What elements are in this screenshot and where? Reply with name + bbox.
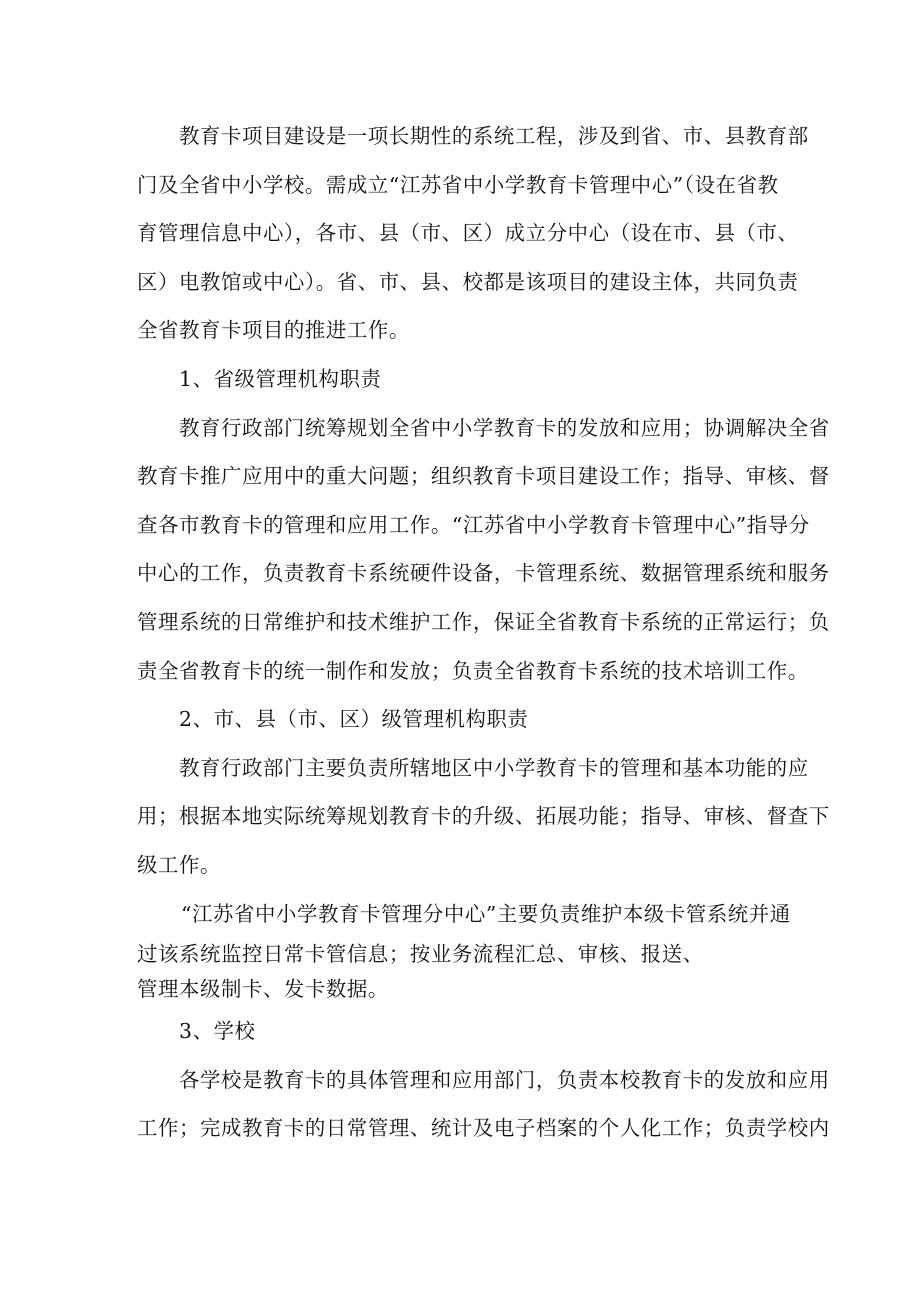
paragraph-line: 全省教育卡项目的推进工作。 [137,318,410,343]
paragraph-line: 级工作。 [137,852,221,877]
paragraph-line: 门及全省中小学校。需成立“江苏省中小学教育卡管理中心”（设在省教 [137,172,779,197]
paragraph-line: 教育行政部门统筹规划全省中小学教育卡的发放和应用；协调解决全省 [179,415,830,440]
paragraph-line: 育管理信息中心），各市、县（市、区）成立分中心（设在市、县（市、 [137,221,799,246]
paragraph-line: 过该系统监控日常卡管信息；按业务流程汇总、审核、报送、 [137,942,704,967]
paragraph-line: 查各市教育卡的管理和应用工作。“江苏省中小学教育卡管理中心”指导分 [137,512,810,537]
paragraph-line: 工作；完成教育卡的日常管理、统计及电子档案的个人化工作；负责学校内 [137,1116,830,1141]
section-heading: 1、省级管理机构职责 [179,366,382,391]
document-body [137,112,830,1153]
paragraph-line: 用；根据本地实际统筹规划教育卡的升级、拓展功能；指导、审核、督查下 [137,804,830,829]
paragraph-line: 各学校是教育卡的具体管理和应用部门，负责本校教育卡的发放和应用 [179,1067,830,1092]
paragraph-line: 教育行政部门主要负责所辖地区中小学教育卡的管理和基本功能的应 [179,755,809,780]
paragraph-line: 区）电教馆或中心）。省、市、县、校都是该项目的建设主体，共同负责 [137,269,799,294]
paragraph-line: 管理本级制卡、发卡数据。 [137,977,389,1002]
paragraph-line: “江苏省中小学教育卡管理分中心”主要负责维护本级卡管系统并通 [181,901,791,926]
paragraph-line: 教育卡项目建设是一项长期性的系统工程，涉及到省、市、县教育部 [179,124,809,148]
paragraph-line: 教育卡推广应用中的重大问题；组织教育卡项目建设工作；指导、审核、督 [137,464,830,489]
paragraph-line: 中心的工作，负责教育卡系统硬件设备，卡管理系统、数据管理系统和服务 [137,561,830,586]
section-heading: 2、市、县（市、区）级管理机构职责 [179,707,529,732]
paragraph-line: 责全省教育卡的统一制作和发放；负责全省教育卡系统的技术培训工作。 [137,658,809,683]
paragraph-line: 管理系统的日常维护和技术维护工作，保证全省教育卡系统的正常运行；负 [137,609,830,634]
section-heading: 3、学校 [179,1019,256,1044]
